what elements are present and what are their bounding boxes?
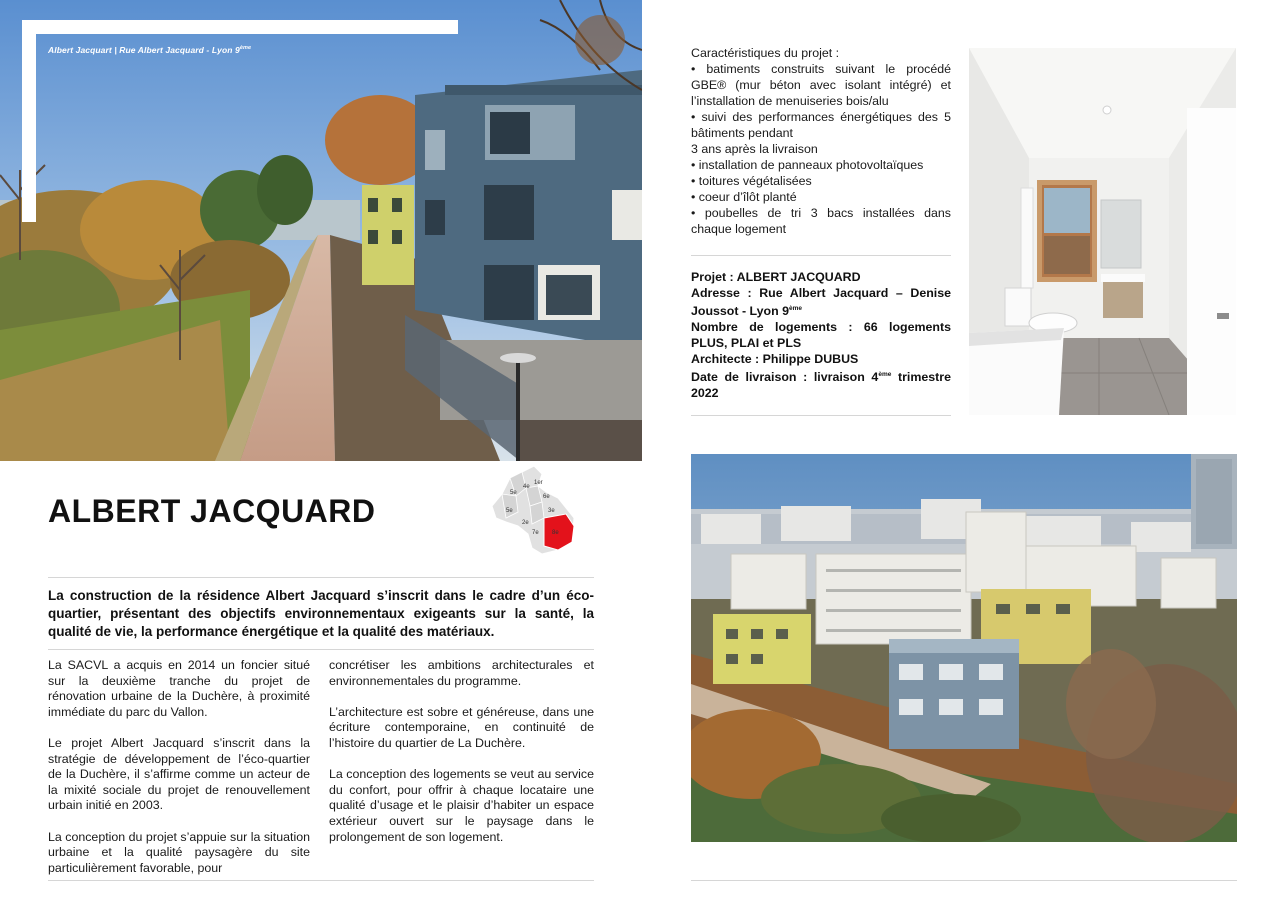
project-features	[691, 45, 951, 237]
svg-text:5e: 5e	[506, 508, 513, 514]
body-paragraph: Le projet Albert Jacquard s’inscrit dans la stratégie de développement de l’éco-quartier de la Duchère, il s’affirme comme un acteur de la mixité sociale du projet de renouvellement urbain initié en 2003.	[48, 735, 310, 813]
project-architect: Architecte : Philippe DUBUS	[691, 352, 859, 367]
body-column-1	[48, 658, 310, 892]
page-title: ALBERT JACQUARD	[48, 493, 376, 529]
body-paragraph: La conception des logements se veut au service du confort, pour offrir à chaque locataire une qualité d’usage et le plaisir d’habiter un espace extérieur ouvert sur le paysage dans le prolongement de son logement.	[329, 767, 594, 844]
svg-text:7e: 7e	[532, 530, 539, 536]
hero-caption-text: Albert Jacquart | Rue Albert Jacquard - Lyon 9	[48, 45, 240, 55]
divider-intro-bottom	[48, 649, 594, 650]
project-address-text: Adresse : Rue Albert Jacquard – Denise Joussot - Lyon 9	[691, 286, 951, 319]
divider-right-bottom	[691, 880, 1237, 881]
feature-item: • poubelles de tri 3 bacs installées dans chaque logement	[691, 206, 951, 236]
divider-project	[691, 415, 951, 416]
svg-text:3e: 3e	[548, 508, 555, 514]
aerial-photo	[691, 454, 1237, 842]
svg-text:8e: 8e	[552, 530, 559, 536]
svg-text:5e: 5e	[510, 490, 517, 496]
body-paragraph: concrétiser les ambitions architecturales et environnementales du programme.	[329, 658, 594, 688]
feature-item: • toitures végétalisées	[691, 174, 812, 188]
feature-item: • installation de panneaux photovoltaïques	[691, 158, 924, 172]
project-address-sup: ème	[789, 305, 803, 312]
project-delivery-sup: ème	[878, 371, 892, 379]
svg-text:4e: 4e	[523, 484, 530, 490]
features-heading: Caractéristiques du projet :	[691, 46, 840, 60]
body-paragraph: La SACVL a acquis en 2014 un foncier situé sur la deuxième tranche du projet de rénovation urbaine de la Duchère, à proximité immédiate du parc du Vallon.	[48, 658, 310, 719]
feature-item: 3 ans après la livraison	[691, 142, 818, 156]
svg-text:2e: 2e	[522, 520, 529, 526]
project-address	[691, 285, 951, 319]
frame-left-border	[22, 20, 36, 222]
svg-text:6e: 6e	[543, 494, 550, 500]
feature-item: • batiments construits suivant le procédé GBE® (mur béton avec isolant intégré) et l’installation de menuiseries bois/alu	[691, 62, 951, 108]
hero-caption	[48, 45, 251, 55]
hero-caption-sup: ème	[239, 45, 252, 52]
feature-item: • suivi des performances énergétiques des 5 bâtiments pendant	[691, 110, 951, 140]
project-units: Nombre de logements : 66 logements PLUS, PLAI et PLS	[691, 320, 951, 351]
svg-text:1er: 1er	[534, 480, 543, 486]
feature-item: • coeur d’îlôt planté	[691, 190, 797, 204]
bathroom-photo	[969, 48, 1236, 415]
project-delivery-rest: trimestre 2022	[691, 370, 951, 401]
body-paragraph: La conception du projet s’appuie sur la situation urbaine et la qualité paysagère du site particulièrement favorable, pour	[48, 829, 310, 875]
body-column-2	[329, 658, 594, 861]
divider-features	[691, 255, 951, 256]
intro-paragraph: La construction de la résidence Albert Jacquard s’inscrit dans le cadre d’un éco-quartier, présentant des objectifs environnementaux exigeants sur la santé, la qualité de vie, la performance énergétique et la qualité des matériaux.	[48, 588, 594, 639]
divider-left-bottom	[48, 880, 594, 881]
project-delivery	[691, 367, 951, 401]
body-paragraph: L’architecture est sobre et généreuse, dans une écriture contemporaine, en continuité de l’histoire du quartier de La Duchère.	[329, 704, 594, 750]
frame-top-border	[22, 20, 458, 34]
project-name: Projet : ALBERT JACQUARD	[691, 270, 861, 284]
project-details	[691, 269, 951, 401]
lyon-districts-map-icon	[488, 462, 580, 560]
hero-photo	[0, 0, 642, 461]
project-delivery-text: Date de livraison : livraison 4	[691, 370, 879, 385]
divider-intro-top	[48, 577, 594, 578]
